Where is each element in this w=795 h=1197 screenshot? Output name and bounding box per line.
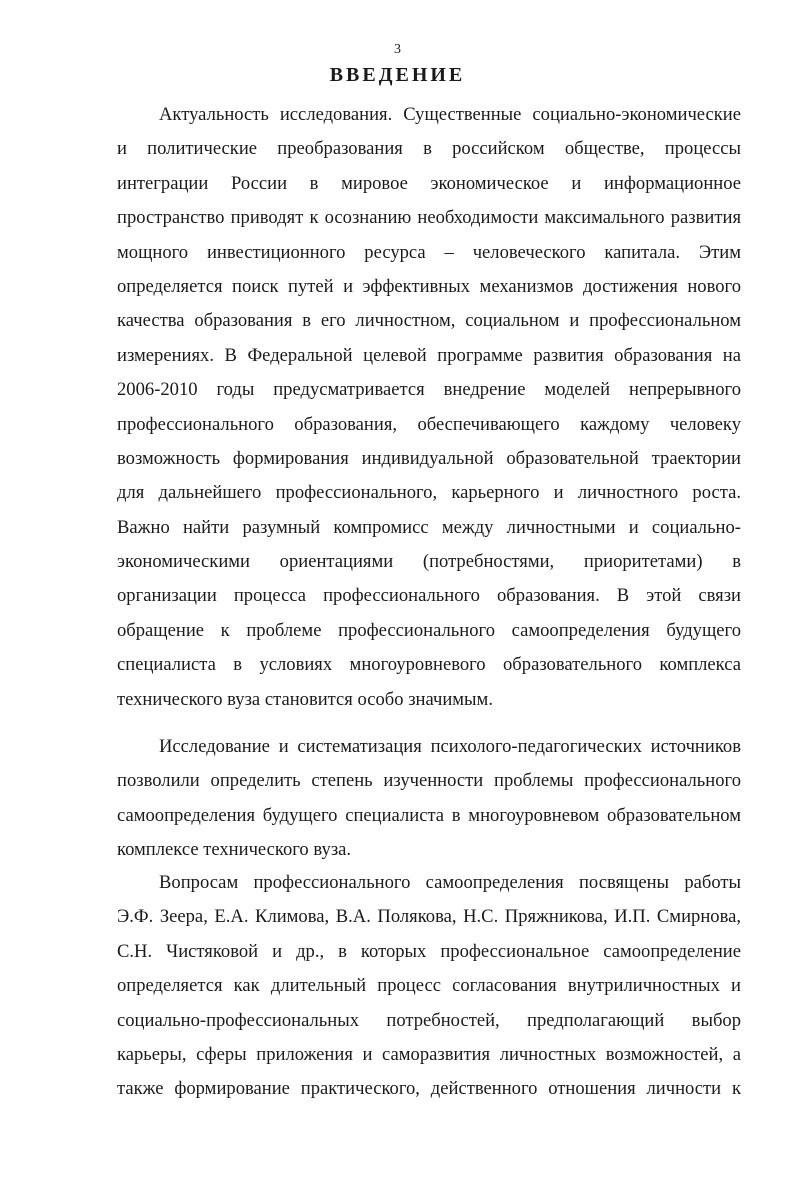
text-line: мощного инвестиционного ресурса – человеческого капитала. Этим <box>117 241 741 263</box>
text-line: Важно найти разумный компромисс между личностными и социально- <box>117 516 741 538</box>
text-line: экономическими ориентациями (потребностями, приоритетами) в <box>117 551 741 573</box>
text-line: и политические преобразования в российском обществе, процессы <box>117 138 741 160</box>
text-line: С.Н. Чистяковой и др., в которых профессиональное самоопределение <box>117 940 741 962</box>
text-line: самоопределения будущего специалиста в многоуровневом образовательном <box>117 804 741 826</box>
text-line: Актуальность исследования. Существенные социально-экономические <box>159 104 741 125</box>
text-line: Э.Ф. Зеера, Е.А. Климова, В.А. Полякова, Н.С. Пряжникова, И.П. Смирнова, <box>117 906 741 928</box>
page-number: 3 <box>394 42 401 57</box>
text-line: определяется поиск путей и эффективных механизмов достижения нового <box>117 275 741 297</box>
text-line: 2006-2010 годы предусматривается внедрение моделей непрерывного <box>117 379 741 401</box>
paragraph-relevance <box>117 98 741 717</box>
text-line: специалиста в условиях многоуровневого образовательного комплекса <box>117 654 741 676</box>
text-line: также формирование практического, действенного отношения личности к <box>117 1078 741 1100</box>
paragraph-study <box>117 730 741 868</box>
text-line: измерениях. В Федеральной целевой программе развития образования на <box>117 344 741 366</box>
text-line: комплексе технического вуза. <box>117 839 352 861</box>
text-line: Исследование и систематизация психолого-педагогических источников <box>159 736 741 757</box>
section-heading: ВВЕДЕНИЕ <box>329 64 466 86</box>
text-line: качества образования в его личностном, социальном и профессиональном <box>117 310 741 332</box>
text-line: карьеры, сферы приложения и саморазвития личностных возможностей, а <box>117 1043 741 1065</box>
text-line: определяется как длительный процесс согласования внутриличностных и <box>117 975 741 997</box>
text-line: позволили определить степень изученности проблемы профессионального <box>117 770 741 792</box>
text-line: Вопросам профессионального самоопределения посвящены работы <box>159 872 741 893</box>
text-line: для дальнейшего профессионального, карьерного и личностного роста. <box>117 482 741 504</box>
text-line: возможность формирования индивидуальной образовательной траектории <box>117 447 741 469</box>
text-line: обращение к проблеме профессионального самоопределения будущего <box>117 619 741 641</box>
paragraph-self-determination <box>117 866 741 1107</box>
text-line: пространство приводят к осознанию необходимости максимального развития <box>117 207 741 229</box>
text-line: интеграции России в мировое экономическое и информационное <box>117 172 741 194</box>
text-line: профессионального образования, обеспечивающего каждому человеку <box>117 413 741 435</box>
text-line: технического вуза становится особо значимым. <box>117 688 493 710</box>
text-line: социально-профессиональных потребностей, предполагающий выбор <box>117 1009 741 1031</box>
text-line: организации процесса профессионального образования. В этой связи <box>117 585 741 607</box>
